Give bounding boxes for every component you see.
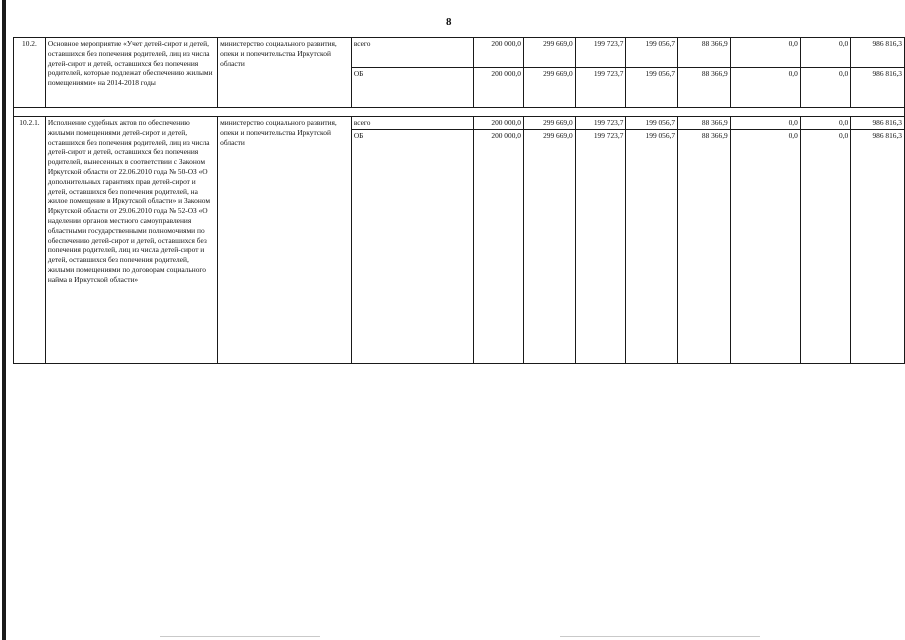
funding-value: 88 366,9 xyxy=(678,117,731,130)
event-description: Исполнение судебных актов по обеспечению жилыми помещениями детей-сирот и детей, оставшихся без попечения родителей, лиц из числа детей-сирот и детей, оставшихся без попечения родителей, вынесенных в соответствии с Законом Иркутской области от 22.06.2010 года № 50-ОЗ «О дополнительных гарантиях прав детей-сирот и детей, оставшихся без попечения родителей, на жилое помещение в Иркутской области» и Законом Иркутской области от 29.06.2010 года № 52-ОЗ «О наделении органов местного самоуправления областными государственными полномочиями по обеспечению детей-сирот и детей, оставшихся без попечения родителей, лиц из числа детей-сирот и детей, оставшихся без попечения родителей, жилыми помещениями по договорам социального найма в Иркутской области» xyxy=(45,117,217,364)
table-row xyxy=(14,38,905,68)
executor: министерство социального развития, опеки и попечительства Иркутской области xyxy=(218,38,352,108)
funding-value: 0,0 xyxy=(800,68,850,108)
funding-value: 199 723,7 xyxy=(575,68,626,108)
funding-value: 88 366,9 xyxy=(678,68,731,108)
funding-value: 0,0 xyxy=(800,129,850,363)
funding-value: 200 000,0 xyxy=(474,38,524,68)
funding-source: всего xyxy=(351,38,473,68)
funding-value: 199 056,7 xyxy=(626,117,678,130)
funding-value: 0,0 xyxy=(730,38,800,68)
scan-artifact xyxy=(160,636,320,637)
budget-table xyxy=(13,37,905,364)
row-index: 10.2.1. xyxy=(14,117,46,364)
table-row xyxy=(14,117,905,130)
funding-value: 299 669,0 xyxy=(523,117,575,130)
row-separator xyxy=(14,108,905,117)
funding-value: 199 723,7 xyxy=(575,38,626,68)
funding-value: 200 000,0 xyxy=(474,117,524,130)
scan-left-border xyxy=(2,0,6,640)
funding-value: 0,0 xyxy=(800,117,850,130)
funding-value: 0,0 xyxy=(730,129,800,363)
funding-value: 88 366,9 xyxy=(678,38,731,68)
funding-value: 199 723,7 xyxy=(575,117,626,130)
executor: министерство социального развития, опеки и попечительства Иркутской области xyxy=(218,117,352,364)
page-number: 8 xyxy=(446,16,452,28)
row-index: 10.2. xyxy=(14,38,46,108)
funding-value: 0,0 xyxy=(730,68,800,108)
funding-value: 199 056,7 xyxy=(626,38,678,68)
funding-source: ОБ xyxy=(351,129,473,363)
funding-value: 299 669,0 xyxy=(523,38,575,68)
funding-source: ОБ xyxy=(351,68,473,108)
funding-value: 200 000,0 xyxy=(474,68,524,108)
funding-value: 299 669,0 xyxy=(523,129,575,363)
scan-artifact xyxy=(560,636,760,637)
funding-source: всего xyxy=(351,117,473,130)
funding-value: 299 669,0 xyxy=(523,68,575,108)
funding-value: 88 366,9 xyxy=(678,129,731,363)
funding-total: 986 816,3 xyxy=(851,129,905,363)
funding-total: 986 816,3 xyxy=(851,68,905,108)
event-description: Основное мероприятие «Учет детей-сирот и детей, оставшихся без попечения родителей, лиц из числа детей-сирот и детей, оставшихся без попечения родителей, которые подлежат обеспечению жилыми помещениями» на 2014-2018 годы xyxy=(45,38,217,108)
funding-value: 199 056,7 xyxy=(626,68,678,108)
funding-value: 0,0 xyxy=(730,117,800,130)
funding-value: 199 723,7 xyxy=(575,129,626,363)
funding-value: 199 056,7 xyxy=(626,129,678,363)
funding-value: 0,0 xyxy=(800,38,850,68)
funding-value: 200 000,0 xyxy=(474,129,524,363)
funding-total: 986 816,3 xyxy=(851,117,905,130)
funding-total: 986 816,3 xyxy=(851,38,905,68)
